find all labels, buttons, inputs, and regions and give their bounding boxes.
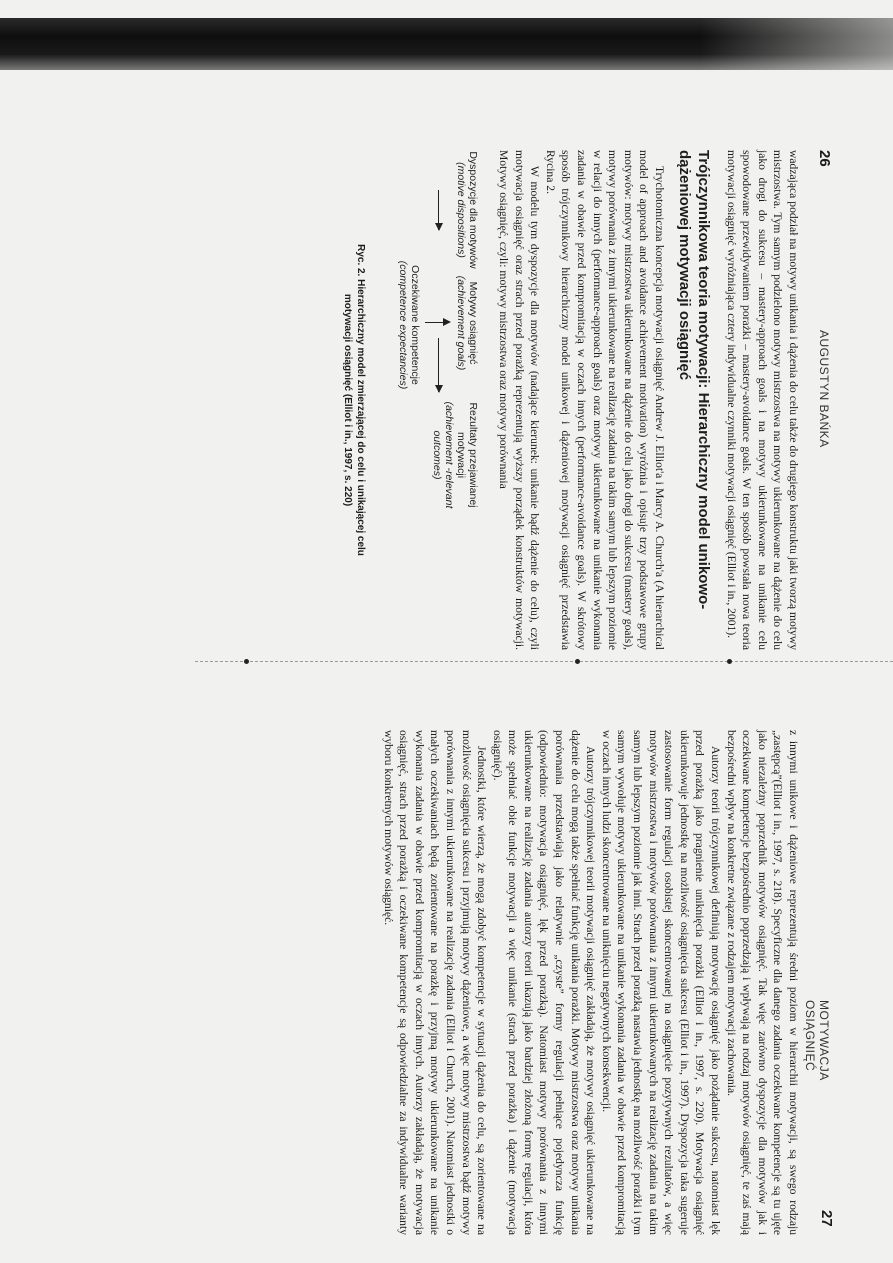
page-27 bbox=[93, 0, 893, 1235]
section-heading: Trójczynnikowa teoria motywacji: Hierarchiczny model unikowo-dążeniowej motywacji osiągnięć bbox=[676, 150, 713, 610]
paragraph: Autorzy teorii trójczynnikowej definiują motywację osiągnięć jako pożądanie sukcesu, natomiast lęk przed porażką jako pragnienie uniknięcia porażki (Elliot i in., 1997, s. 220). Motywacja osiągnięć ukierunkowuje jednostkę na możliwość osiągnięcia sukcesu (Elliot i in., 1997). Dyspozycja taka sugeruje zastosowanie form regulacji osobistej skoncentrowanej na osiągnięcie pozytywnych rezultatów, a więc motywów mistrzostwa i motywów porównania z innymi ukierunkowanych na realizację zadania na takim samym lub lepszym poziomie jak inni. Strach przed porażką nastawia jednostkę na możliwość porażki i tym samym wywołuje motywy ukierunkowane na unikanie wykonania zadania w obawie przed kompromitacją w oczach innych ludzi skoncentrowane na uniknięciu negatywnych konsekwencji. bbox=[599, 730, 723, 1235]
figure-box-achievement-goals: Motywy osiągnięć (achievement goals) bbox=[455, 275, 480, 371]
figure-box-competence-expectancies: Oczekiwane kompetencje (competence expectancies) bbox=[397, 260, 422, 390]
running-head: MOTYWACJA OSIĄGNIĘĆ bbox=[803, 1000, 831, 1081]
paragraph: wadzająca podział na motywy unikania i dążenia do celu także do drugiego konstruktu jaki tworzą motywy mistrzostwa. Tym samym podzielono motywy mistrzostwa na motywy ukierunkowane na dążenie do celu jako drogi do sukcesu – mastery-approach goals i na motywy ukierunkowane na unikanie celu spowodowane przewidywaniem porażki – mastery-avoidance goals. W ten sposób powstała nowa teoria motywacji osiągnięć wyróżniająca cztery indywidualne czynniki motywacji osiągnięć (Elliot i in., 2001). bbox=[724, 150, 800, 650]
page-number: 27 bbox=[818, 1210, 835, 1227]
paragraph: z innymi unikowe i dążeniowe reprezentują średni poziom w hierarchii motywacji, są swego rodzaju „zastępcą”(Elliot i in., 1997, s. 218). Specyficzne dla danego zadania oczekiwane kompetencje są tu ujęte jako niezależny poprzednik motywów osiągnięć. Tak więc zarówno dyspozycje dla motywów jak i oczekiwane kompetencje bezpośrednio poprzedzają i wpływają na rodzaj motywów osiągnięć, te zaś mają bezpośredni wpływ na konkretne związane z rodzajem motywacji zachowania. bbox=[724, 730, 800, 1235]
paragraph: Jednostki, które wierzą, że mogą zdobyć kompetencje w sytuacji dążenia do celu, są zorientowane na możliwość osiągnięcia sukcesu i przyjmują motywy dążeniowe, a więc motywy mistrzostwa bądź motywy porównania z innymi ukierunkowane na realizację zadania (Elliot i Church, 2001). Natomiast jednostki o małych oczekiwaniach będą zorientowane na porażkę i przyjmą motywy ukierunkowane na unikanie wykonania zadania w obawie przed kompromitacją w oczach innych. Autorzy zakładają, że motywacja osiągnięć, strach przed porażką i oczekiwane kompetencje są odpowiedzialne za indywidualne warianty wyboru konkretnych motywów osiągnięć. bbox=[381, 730, 489, 1235]
page-number: 26 bbox=[816, 150, 833, 167]
paragraph: Trychotomiczna koncepcja motywacji osiągnięć Andrew J. Elliot'a i Marcy A. Church'a (A hierarchical model of approach and avoidance achievement motivation) wyróżnia i opisuje trzy podstawowe grupy motywów: motywy mistrzostwa ukierunkowane na dążenie do celu jako drogi do sukcesu (mastery goals), motywy porównania z innymi ukierunkowane na realizację zadania na takim samym lub lepszym poziomie w relacji do innych (performance-approach goals) oraz motywy ukierunkowane na unikanie wykonania zadania w obawie przed kompromitacją w oczach innych (performance-avoidance goals). W skrótowy sposób trójczynnikowy hierarchiczny model unikowej i dążeniowej motywacji osiągnięć przedstawia Rycina 2. bbox=[543, 150, 667, 650]
right-page-body bbox=[380, 730, 801, 1235]
page-fold-line bbox=[195, 661, 893, 662]
running-head: AUGUSTYN BAŃKA bbox=[817, 330, 831, 448]
paragraph: Autorzy trójczynnikowej teorii motywacji osiągnięć zakładają, że motywy osiągnięć ukierunkowane na dążenie do celu mogą także spełniać funkcję unikania porażki. Motywy mistrzostwa oraz motywy unikania porównania przedstawiają jako relatywnie „czyste” formy regulacji pełniące pojedyncza funkcję (odpowiednio: motywacja osiągnięć, lęk przed porażką). Natomiast motywy porównania z innymi ukierunkowane na realizację zadania autorzy teorii ukazują jako bardziej złożoną formę regulacji, która może spełniać obie funkcje motywacji a więc unikanie (strach przed porażka) i dążenie (motywacja osiągnięć). bbox=[490, 730, 598, 1235]
figure-box-motive-dispositions: Dyspozycje dla motywów (motive dispositions) bbox=[455, 151, 480, 269]
fold-mark bbox=[244, 659, 249, 664]
paragraph: W modelu tym dyspozycje dla motywów (nadające kierunek: unikanie bądź dążenie do celu), czyli motywacja osiągnięć oraz strach przed porażką reprezentują wyższy porządek konstruktów motywacji. Motywy osiągnięć, czyli: motywy mistrzostwa oraz motywy porównania bbox=[497, 150, 542, 650]
fold-mark bbox=[727, 659, 732, 664]
fold-mark bbox=[575, 659, 580, 664]
figure-box-achievement-outcomes: Rezultaty przejawianej motywacji (achievement -relevant outcomes) bbox=[431, 401, 480, 509]
figure-caption: Ryc. 2. Hierarchiczny model zmierzającej do celu i unikającej celu motywacji osiągnięć (Elliot i in., 1997, s. 220) bbox=[342, 244, 367, 556]
